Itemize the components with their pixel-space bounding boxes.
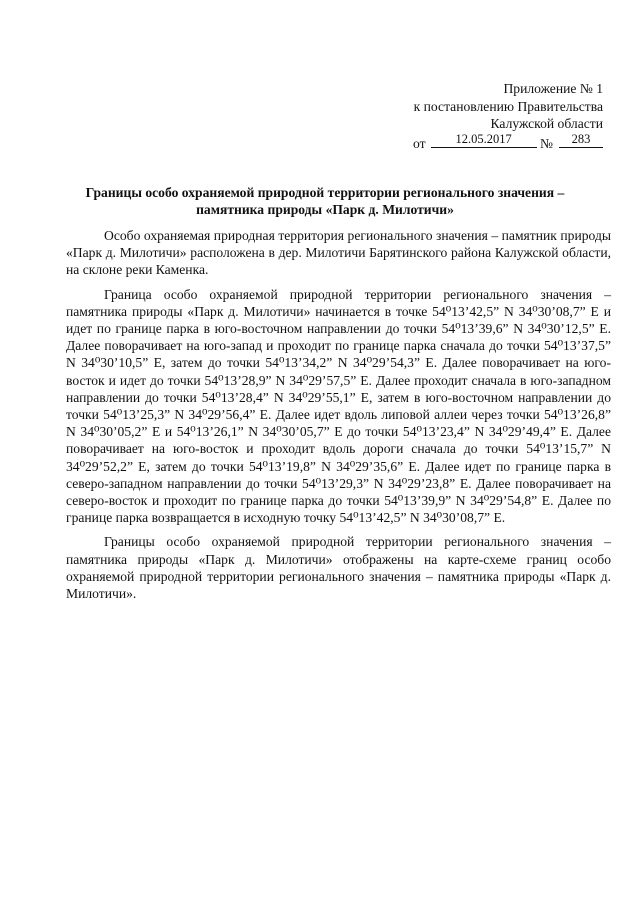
appendix-number: Приложение № 1 [503,81,603,96]
document-body [66,227,611,609]
date-value: 12.05.2017 [455,131,512,146]
number-value: 283 [571,131,591,146]
paragraph-location: Особо охраняемая природная территория регионального значения – памятник природы «Парк д. Милотичи» расположена в дер. Милотичи Барятинского района Калужской области, на склоне реки Каменка. [66,228,611,278]
date-prefix: от [413,135,426,151]
title-line-2: памятника природы «Парк д. Милотичи» [196,202,454,217]
appendix-decree-ref: к постановлению Правительства [413,98,603,114]
title-line-1: Границы особо охраняемой природной территории регионального значения – [85,185,565,200]
appendix-date-line [413,133,603,153]
paragraph-boundary-description: Граница особо охраняемой природной территории регионального значения – памятника природы «Парк д. Милотичи» начинается в точке 54⁰13’42,5” N 34⁰30’08,7” E и идет по границе парка в юго-восточном направлении до точки 54⁰13’39,6” N 34⁰30’12,5” E. Далее поворачивает на юго-запад и проходит по границе парка сначала до точки 54⁰13’37,5” N 34⁰30’10,5” E, затем до точки 54⁰13’34,2” N 34⁰29’54,3” E. Далее поворачивает на юго-восток и идет до точки 54⁰13’28,9” N 34⁰29’57,5” E. Далее проходит сначала в юго-западном направлении до точки 54⁰13’28,4” N 34⁰29’55,1” E, затем в юго-восточном направлении до точки 54⁰13’25,3” N 34⁰29’56,4” E. Далее идет вдоль липовой аллеи через точки 54⁰13’26,8” N 34⁰30’05,2” E и 54⁰13’26,1” N 34⁰30’05,7” E до точки 54⁰13’23,4” N 34⁰29’49,4” E. Далее поворачивает на юго-восток и проходит вдоль дороги сначала до точки 54⁰13’15,7” N 34⁰29’52,2” E, затем до точки 54⁰13’19,8” N 34⁰29’35,6” E. Далее идет по границе парка в северо-западном направлении до точки 54⁰13’29,3” N 34⁰29’23,8” E. Далее поворачивает на северо-восток и проходит по границе парка до точки 54⁰13’39,9” N 34⁰29’54,8” E. Далее по границе парка возвращается в исходную точку 54⁰13’42,5” N 34⁰30’08,7” E. [66,286,611,526]
date-field [431,133,537,148]
number-field [559,133,603,148]
document-title [60,184,590,218]
appendix-region: Калужской области [490,116,603,131]
appendix-header [413,80,603,152]
paragraph-map-reference: Границы особо охраняемой природной территории регионального значения – памятника природы «Парк д. Милотичи» отображены на карте-схеме границ особо охраняемой природной территории регионального значения – памятника природы «Парк д. Милотичи». [66,534,611,602]
number-sign: № [540,135,553,151]
